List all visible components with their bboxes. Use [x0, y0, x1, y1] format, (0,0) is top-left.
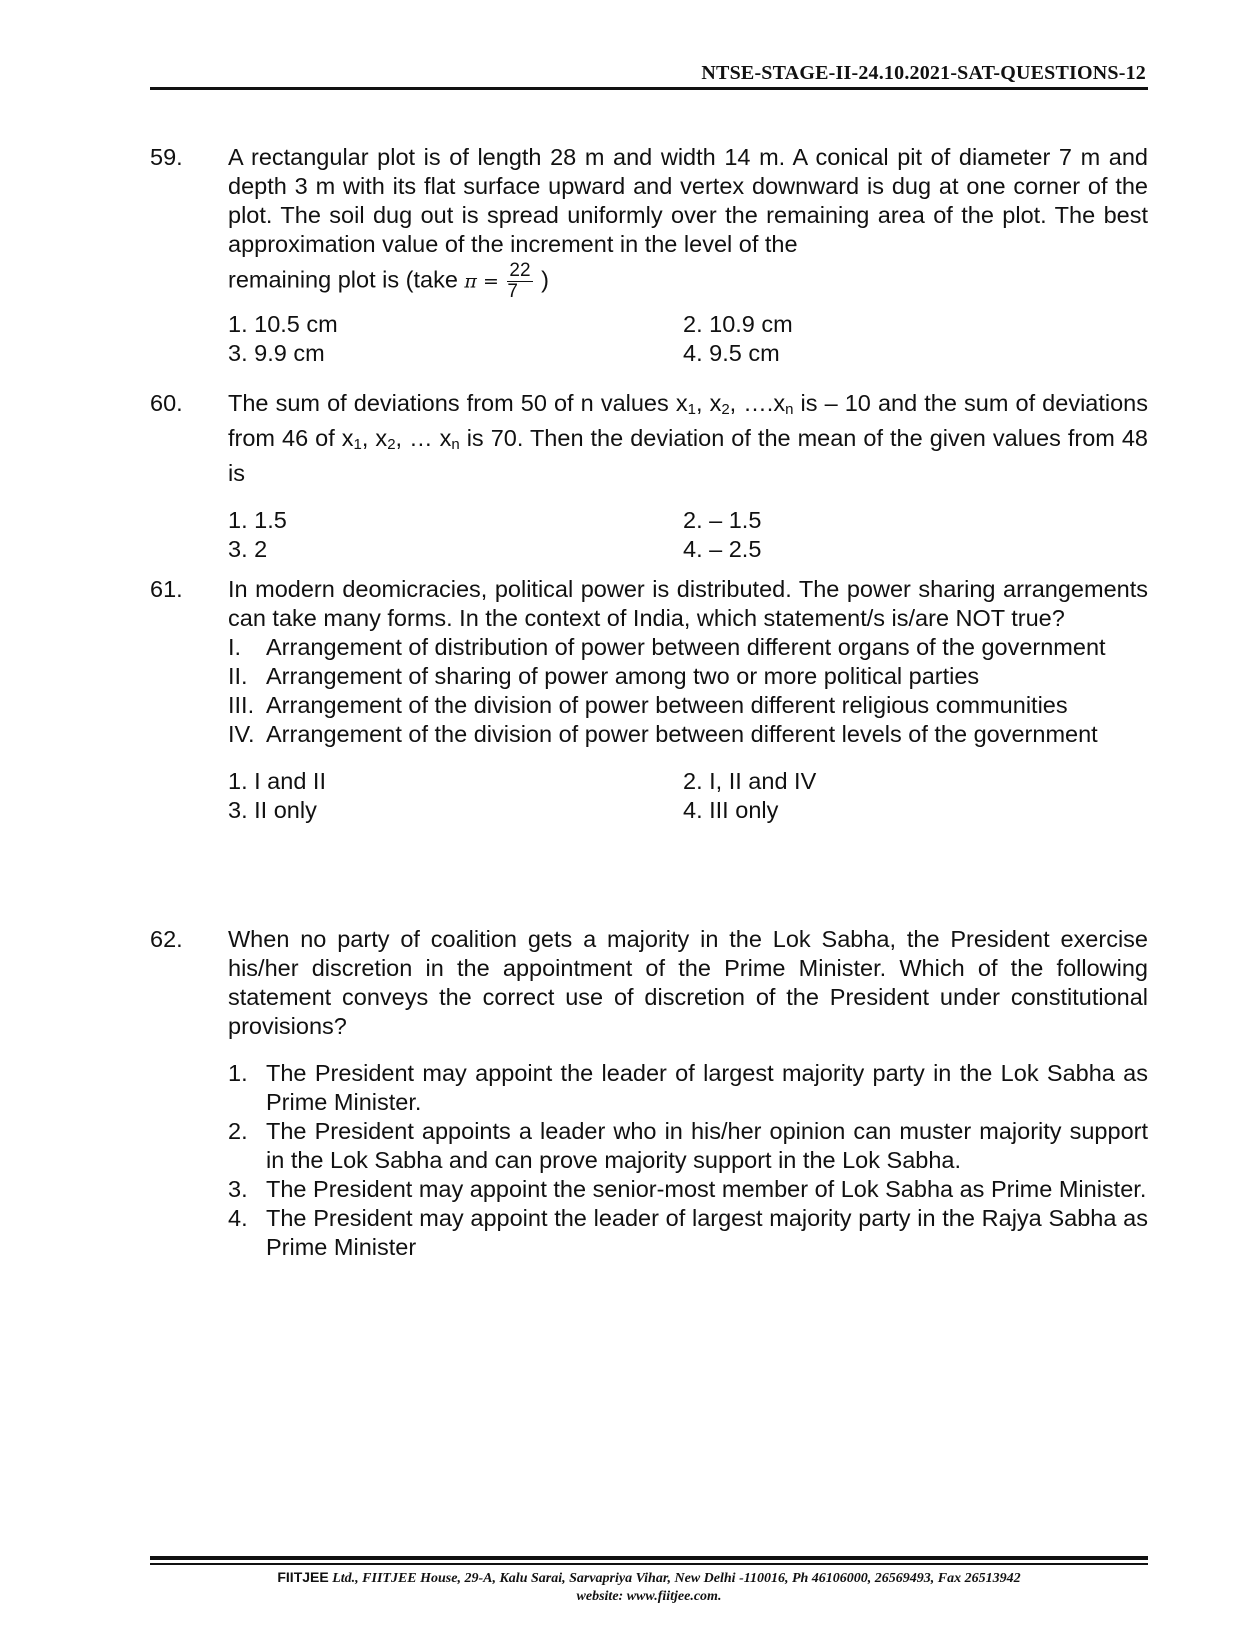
- option[interactable]: 1. 1.5: [228, 507, 287, 533]
- question-text-tail: [228, 261, 1148, 302]
- question-60: [150, 389, 1148, 564]
- options-list: [228, 1059, 1148, 1262]
- options-grid: [228, 506, 1148, 564]
- options-grid: [228, 767, 1148, 825]
- question-number: 62.: [150, 926, 183, 952]
- option[interactable]: 2. The President appoints a leader who in his/her opinion can muster majority support in the Lok Sabha and can prove majority support in the Lok Sabha.: [228, 1118, 1148, 1173]
- footer-address-text: Ltd., FIITJEE House, 29-A, Kalu Sarai, Sarvapriya Vihar, New Delhi -110016, Ph 46106000, 26569493, Fax 26513942: [328, 1571, 1021, 1586]
- option[interactable]: 4. III only: [683, 797, 779, 823]
- statement: III. Arrangement of the division of power between different religious communities: [228, 692, 1068, 718]
- option[interactable]: 4. The President may appoint the leader of largest majority party in the Rajya Sabha as Prime Minister: [228, 1205, 1148, 1260]
- footer-website: website: www.fiitjee.com.: [576, 1589, 722, 1604]
- question-61: [150, 575, 1148, 825]
- question-number: 59.: [150, 144, 183, 170]
- option[interactable]: 1. The President may appoint the leader of largest majority party in the Lok Sabha as Prime Minister.: [228, 1060, 1148, 1115]
- question-number: 60.: [150, 390, 183, 416]
- fraction: [507, 261, 532, 302]
- close-paren: ): [541, 266, 549, 293]
- option[interactable]: 4. – 2.5: [683, 536, 762, 562]
- option[interactable]: 2. 10.9 cm: [683, 311, 793, 337]
- question-59: [150, 143, 1148, 368]
- footer-rule: [150, 1556, 1148, 1560]
- footer-brand: FIITJEE: [277, 1569, 329, 1585]
- fraction-numerator: 22: [509, 260, 531, 281]
- option[interactable]: 3. 9.9 cm: [228, 340, 325, 366]
- fraction-denominator: 7: [507, 281, 518, 302]
- page-footer: [150, 1568, 1148, 1606]
- question-text: A rectangular plot is of length 28 m and width 14 m. A conical pit of diameter 7 m and depth 3 m with its flat surface upward and vertex downward is dug at one corner of the plot. The soil dug out is spread uniformly over the remaining area of the plot. The best approximation value of the increment in the level of the: [228, 144, 1148, 257]
- option[interactable]: 1. I and II: [228, 768, 326, 794]
- option[interactable]: 4. 9.5 cm: [683, 340, 780, 366]
- option[interactable]: 3. 2: [228, 536, 268, 562]
- page-header-title: NTSE-STAGE-II-24.10.2021-SAT-QUESTIONS-12: [701, 62, 1146, 84]
- option[interactable]: 2. – 1.5: [683, 507, 762, 533]
- option[interactable]: 1. 10.5 cm: [228, 311, 338, 337]
- pi-symbol: π =: [464, 270, 499, 293]
- footer-rule-thin: [150, 1563, 1148, 1565]
- question-text: In modern deomicracies, political power is distributed. The power sharing arrangements can take many forms. In the context of India, which statement/s is/are NOT true?: [228, 576, 1148, 631]
- option[interactable]: 2. I, II and IV: [683, 768, 817, 794]
- question-text: The sum of deviations from 50 of n values $x_1$, $x_2$, $\dots.x_n$ is – 10 and the sum of deviations from 46 of $x_1$, $x_2$, … $x_n$ is 70. Then the deviation of the mean of the given values from 48 is: [228, 390, 1149, 486]
- options-grid: [228, 310, 1148, 368]
- statement: I. Arrangement of distribution of power between different organs of the government: [228, 634, 1106, 660]
- option[interactable]: 3. The President may appoint the senior-most member of Lok Sabha as Prime Minister.: [228, 1176, 1147, 1202]
- question-62: [150, 925, 1148, 1262]
- footer-address: [150, 1568, 1148, 1588]
- question-number: 61.: [150, 576, 183, 602]
- question-text-tail-label: remaining plot is (take: [228, 266, 458, 293]
- statement: IV. Arrangement of the division of power between different levels of the government: [228, 721, 1098, 747]
- header-rule: [150, 87, 1148, 90]
- statement: II. Arrangement of sharing of power among two or more political parties: [228, 663, 980, 689]
- option[interactable]: 3. II only: [228, 797, 317, 823]
- question-text: When no party of coalition gets a majority in the Lok Sabha, the President exercise his/her discretion in the appointment of the Prime Minister. Which of the following statement conveys the correct use of discretion of the President under constitutional provisions?: [228, 926, 1148, 1039]
